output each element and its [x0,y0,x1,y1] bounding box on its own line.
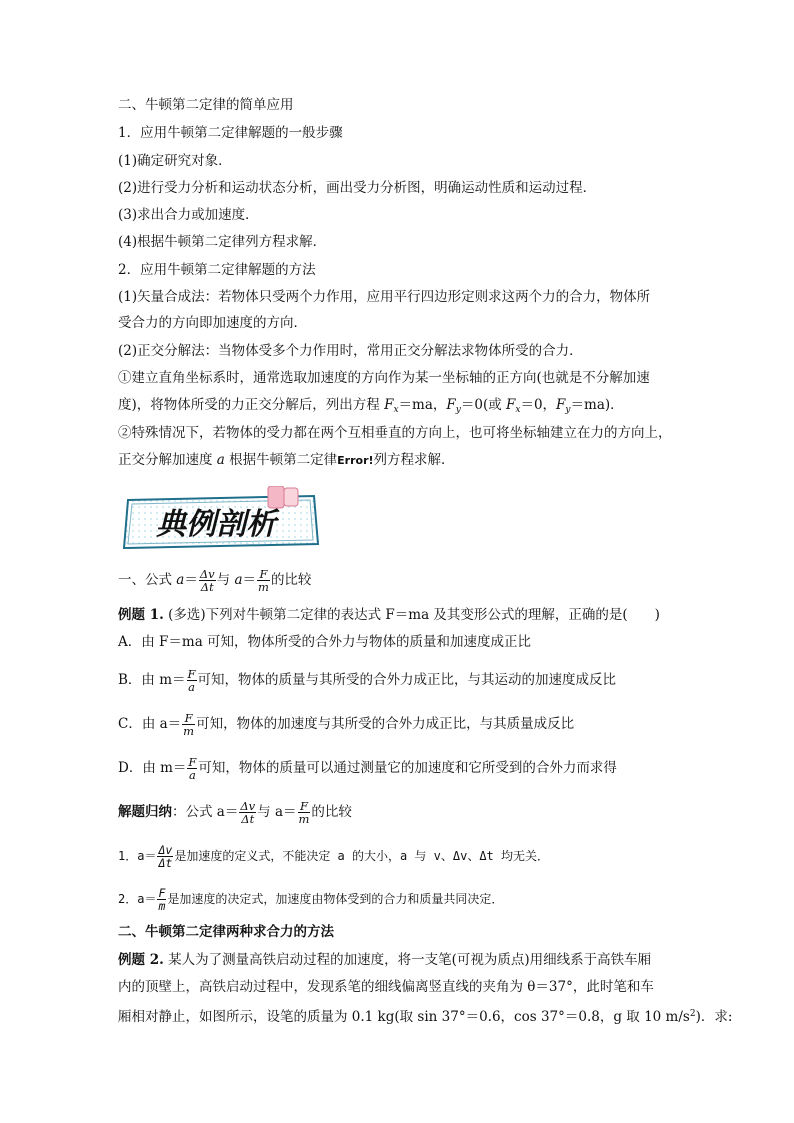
step-3: (3)求出合力或加速度． [118,207,259,223]
summary-heading: 解题归纳：公式 a＝ $\frac{\Delta v}{\Delta t}$ 与 a＝ $\frac{F}{m}$ 的比较 [118,799,352,826]
fraction-dv-dt: $\frac{\Delta v}{\Delta t}$ [199,567,215,594]
option-a: A．由 F＝ma 可知，物体所受的合外力与物体的质量和加速度成正比 [118,634,532,650]
fraction-f-a: $\frac{F}{a}$ [188,755,197,782]
case-1-line-2: 度)，将物体所受的力正交分解后，列出方程 $F_x=ma$，$F_y=0$(或 $F_x=0$，$F_y=ma$)． [118,397,624,415]
example-2-line-3: 厢相对静止，如图所示，设笔的质量为 0.1 kg(取 sin 37°＝0.6，cos 37°＝0.8，g 取 10 $m/s^2$)．求: [118,1009,733,1025]
method-1-line-2: 受合力的方向即加速度的方向． [118,315,307,331]
method-2-line-1: (2)正交分解法：当物体受多个力作用时，常用正交分解法求物体所受的合力． [118,343,583,359]
case-1-line-1: ①建立直角坐标系时，通常选取加速度的方向作为某一坐标轴的正方向(也就是不分解加速 [118,370,650,386]
fraction-f-a: $\frac{F}{a}$ [187,667,196,694]
summary-note-1: 1．a＝ $\frac{\Delta v}{\Delta t}$ 是加速度的定义式，不能决定 a 的大小，a 与 v、Δv、Δt 均无关． [118,843,550,870]
field-error-text: Error! [337,454,374,467]
topic-1-heading: 一、公式 a＝ $\frac{\Delta v}{\Delta t}$ 与 a＝ $\frac{F}{m}$ 的比较 [118,567,312,594]
example-2-line-1: 例题 2. 某人为了测量高铁启动过程的加速度，将一支笔(可视为质点)用细线系于高铁车厢 [118,952,652,968]
method-1-line-1: (1)矢量合成法：若物体只受两个力作用，应用平行四边形定则求这两个力的合力，物体所 [118,289,651,305]
summary-note-2: 2．a＝ $\frac{F}{m}$ 是加速度的决定式，加速度由物体受到的合力和质量共同决定． [118,886,504,913]
banner-title: 典例剖析 [156,507,276,542]
option-d: D．由 m＝ $\frac{F}{a}$ 可知，物体的质量可以通过测量它的加速度和它所受到的合外力而求得 [118,755,617,782]
step-2: (2)进行受力分析和运动状态分析，画出受力分析图，明确运动性质和运动过程． [118,180,597,196]
example-analysis-banner [118,486,330,552]
fraction-f-m: $\frac{F}{m}$ [183,711,195,738]
case-2-line-1: ②特殊情况下，若物体的受力都在两个互相垂直的方向上，也可将坐标轴建立在力的方向上， [118,425,672,441]
option-b: B．由 m＝ $\frac{F}{a}$ 可知，物体的质量与其所受的合外力成正比，与其运动的加速度成反比 [118,667,616,694]
steps-heading: 1．应用牛顿第二定律解题的一般步骤 [118,125,343,141]
clip-icon [268,486,298,508]
example-2-line-2: 内的顶壁上，高铁启动过程中，发现系笔的细线偏离竖直线的夹角为 θ＝37°，此时笔和车 [118,979,654,995]
fraction-f-m: $\frac{F}{m}$ [258,567,269,594]
case-2-line-2: 正交分解加速度 a 根据牛顿第二定律Error!列方程求解． [118,452,455,468]
step-1: (1)确定研究对象． [118,153,232,169]
option-c: C．由 a＝ $\frac{F}{m}$ 可知，物体的加速度与其所受的合外力成正比，与其质量成反比 [118,711,575,738]
example-1-stem: 例题 1. (多选)下列对牛顿第二定律的表达式 F＝ma 及其变形公式的理解，正确的是( ) [118,607,660,623]
step-4: (4)根据牛顿第二定律列方程求解． [118,234,327,250]
section-heading-newton-application: 二、牛顿第二定律的简单应用 [118,97,294,113]
section-heading-net-force-methods: 二、牛顿第二定律两种求合力的方法 [118,924,334,940]
methods-heading: 2．应用牛顿第二定律解题的方法 [118,262,316,278]
